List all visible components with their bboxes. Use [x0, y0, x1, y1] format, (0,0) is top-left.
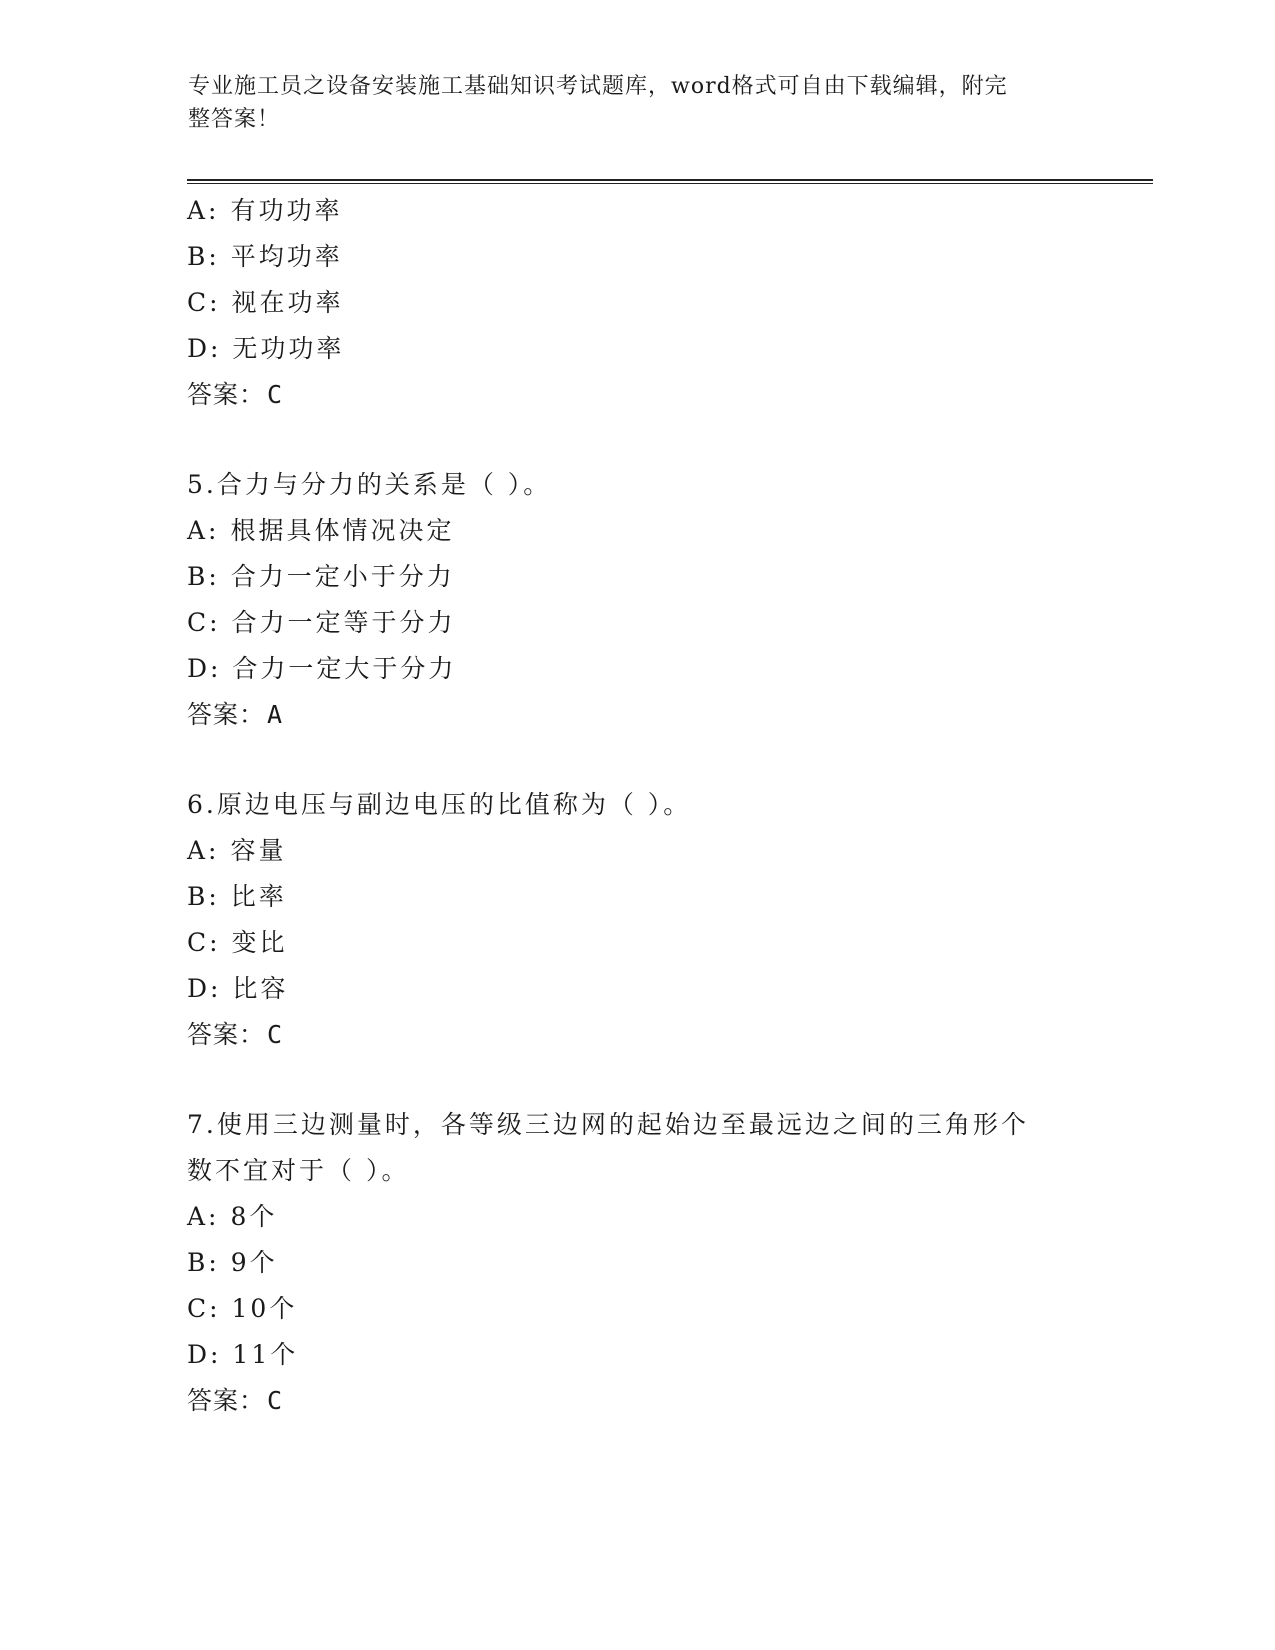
option-text: 合力一定大于分力	[232, 654, 457, 683]
answer-label: 答案：	[187, 380, 266, 409]
option-letter: D:	[187, 334, 222, 363]
option-text: 合力一定等于分力	[231, 608, 456, 637]
answer-value: A	[267, 700, 284, 729]
option-b	[187, 874, 1107, 920]
answer-value: C	[267, 1386, 284, 1415]
option-b	[187, 234, 1107, 280]
option-letter: A:	[187, 516, 220, 545]
option-letter: A:	[187, 196, 220, 225]
option-text: 视在功率	[231, 288, 344, 317]
option-letter: A:	[187, 1202, 220, 1231]
option-a	[187, 1194, 1107, 1240]
option-b	[187, 554, 1107, 600]
option-text: 合力一定小于分力	[230, 562, 455, 591]
option-letter: C:	[187, 608, 221, 637]
header-line-2: 整答案！	[188, 107, 281, 132]
answer-line	[187, 692, 1107, 738]
option-letter: D:	[187, 654, 222, 683]
option-d	[187, 1332, 1107, 1378]
question-4	[187, 188, 1107, 418]
header-line-1: 专业施工员之设备安装施工基础知识考试题库，word格式可自由下载编辑，附完	[188, 74, 1008, 99]
option-c	[187, 280, 1107, 326]
option-d	[187, 326, 1107, 372]
header-divider-thin	[187, 183, 1153, 184]
option-text: 有功功率	[230, 196, 343, 225]
option-a	[187, 508, 1107, 554]
answer-line	[187, 372, 1107, 418]
option-text: 变比	[231, 928, 288, 957]
answer-line	[187, 1378, 1107, 1424]
option-text: 8个	[230, 1202, 278, 1231]
option-text: 比容	[232, 974, 289, 1003]
option-c	[187, 1286, 1107, 1332]
question-stem-line-2: 数不宜对于（ ）。	[187, 1156, 410, 1185]
header-divider-thick	[187, 179, 1153, 181]
question-6	[187, 782, 1107, 1058]
question-list	[187, 188, 1107, 1424]
option-letter: B:	[187, 1248, 220, 1277]
option-c	[187, 600, 1107, 646]
option-letter: B:	[187, 562, 220, 591]
answer-value: C	[267, 380, 284, 409]
option-c	[187, 920, 1107, 966]
option-text: 11个	[232, 1340, 299, 1369]
option-text: 根据具体情况决定	[230, 516, 455, 545]
option-a	[187, 828, 1107, 874]
option-d	[187, 646, 1107, 692]
question-stem: 5.合力与分力的关系是（ ）。	[187, 470, 552, 499]
question-stem-line-1: 7.使用三边测量时，各等级三边网的起始边至最远边之间的三角形个	[187, 1110, 1029, 1139]
option-letter: A:	[187, 836, 220, 865]
option-text: 无功功率	[232, 334, 345, 363]
question-7	[187, 1102, 1107, 1424]
answer-value: C	[267, 1020, 284, 1049]
option-a	[187, 188, 1107, 234]
option-letter: D:	[187, 1340, 222, 1369]
option-letter: B:	[187, 882, 220, 911]
option-d	[187, 966, 1107, 1012]
answer-label: 答案：	[187, 1020, 266, 1049]
option-text: 比率	[230, 882, 287, 911]
option-b	[187, 1240, 1107, 1286]
question-5	[187, 462, 1107, 738]
option-letter: C:	[187, 1294, 221, 1323]
option-text: 9个	[230, 1248, 278, 1277]
question-stem: 6.原边电压与副边电压的比值称为（ ）。	[187, 790, 692, 819]
document-header	[188, 70, 1068, 136]
option-letter: C:	[187, 288, 221, 317]
option-letter: B:	[187, 242, 220, 271]
option-text: 平均功率	[230, 242, 343, 271]
answer-line	[187, 1012, 1107, 1058]
option-text: 容量	[230, 836, 287, 865]
option-letter: C:	[187, 928, 221, 957]
option-letter: D:	[187, 974, 222, 1003]
option-text: 10个	[231, 1294, 298, 1323]
answer-label: 答案：	[187, 1386, 266, 1415]
answer-label: 答案：	[187, 700, 266, 729]
